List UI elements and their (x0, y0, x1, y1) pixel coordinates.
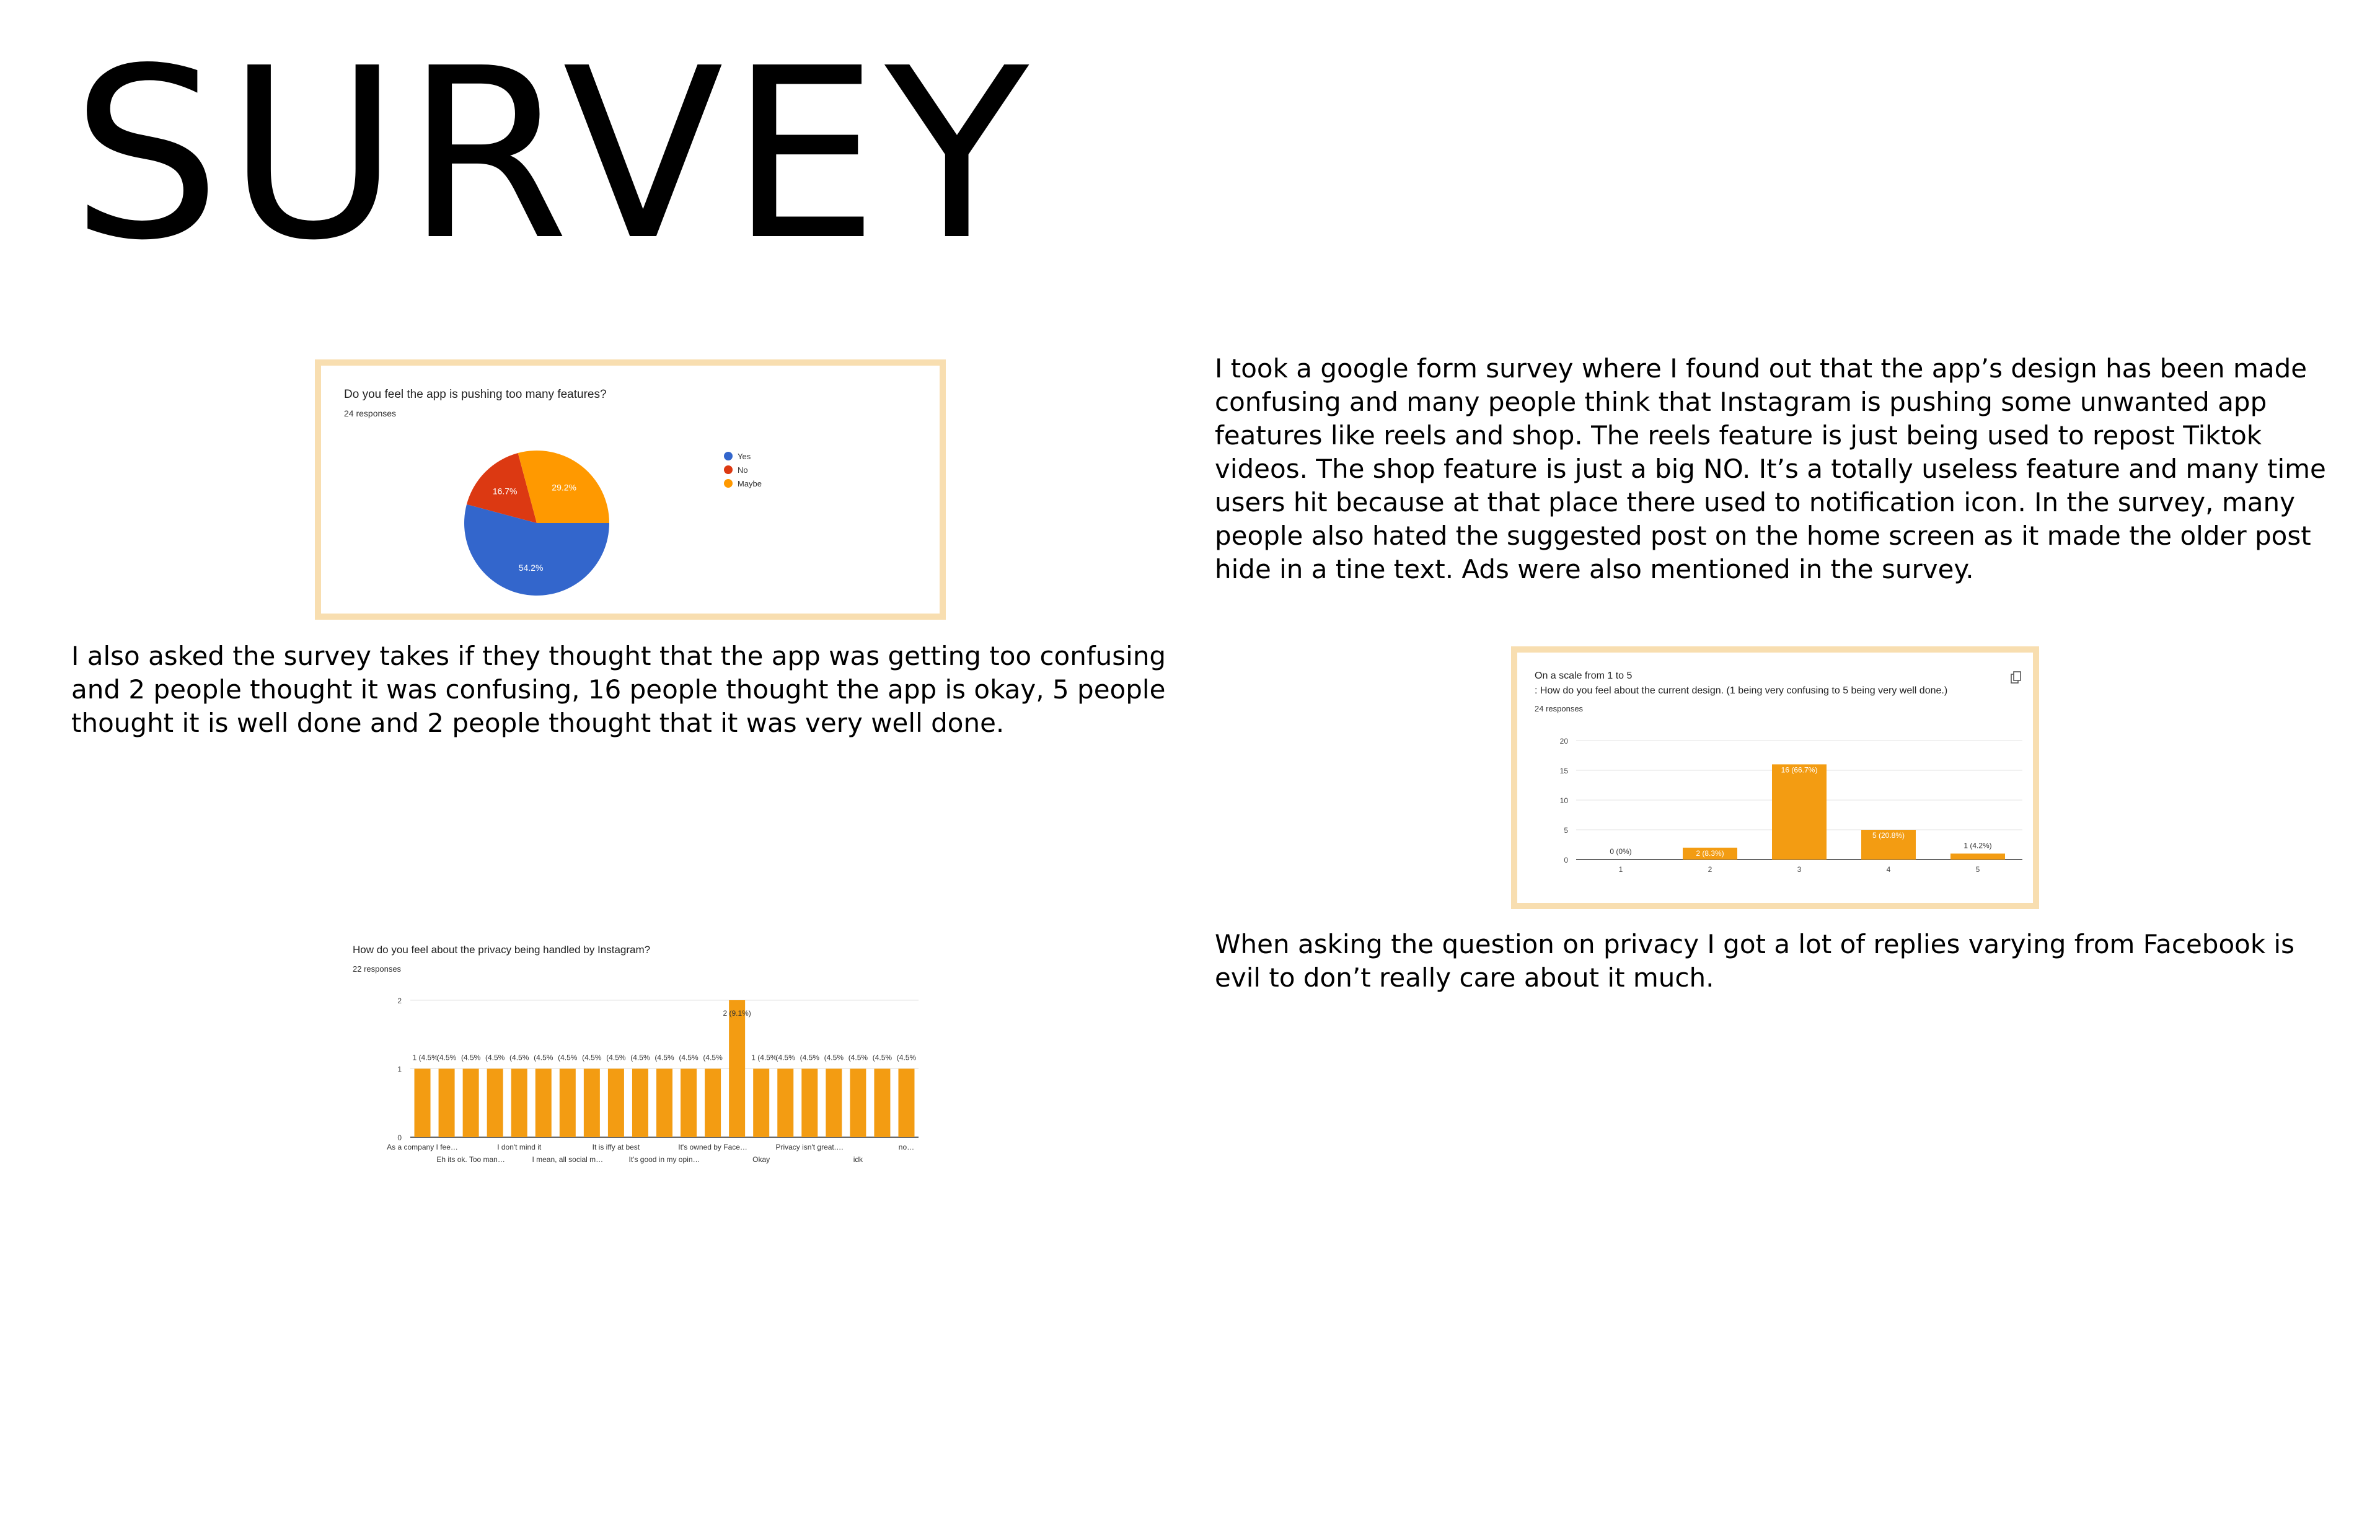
privacy-bar[interactable] (560, 1069, 576, 1138)
privacy-chart-card (347, 933, 930, 1181)
privacy-category-label: It's owned by Face… (678, 1143, 747, 1151)
bar-value-label: 1 (4.2%) (1963, 841, 1992, 850)
privacy-bar[interactable] (777, 1069, 793, 1138)
privacy-bar-value-label: (4.5% (461, 1053, 481, 1062)
privacy-bar[interactable] (487, 1069, 503, 1138)
privacy-chart-subtitle: 22 responses (353, 964, 402, 974)
privacy-bar-value-label: (4.5% (896, 1053, 917, 1062)
privacy-bar-value-label: (4.5% (509, 1053, 529, 1062)
legend-label-maybe: Maybe (738, 479, 762, 488)
privacy-bar-value-label: (4.5% (872, 1053, 892, 1062)
privacy-bar[interactable] (753, 1069, 769, 1138)
copy-icon[interactable] (2011, 672, 2021, 683)
privacy-bar[interactable] (801, 1069, 818, 1138)
x-tick-label: 5 (1975, 865, 1980, 874)
privacy-category-label: Privacy isn't great.… (775, 1143, 844, 1151)
confusing-paragraph: I also asked the survey takes if they thought that the app was getting too confusing and 2 people thought it was confusing, 16 people thought the app is okay, 5 people thought it is well done and 2 people thought that it was very well done. (71, 641, 1166, 738)
legend-swatch-maybe (724, 479, 733, 488)
bar-rating-5[interactable] (1950, 853, 2005, 860)
privacy-bar-value-label: 1 (4.5% (412, 1053, 438, 1062)
privacy-bar[interactable] (584, 1069, 600, 1138)
legend-label-yes: Yes (738, 452, 751, 461)
design-chart-title-line2: : How do you feel about the current design. (1 being very confusing to 5 being very well done.) (1535, 685, 1948, 696)
privacy-bar-value-label: (4.5% (630, 1053, 650, 1062)
design-chart-subtitle: 24 responses (1535, 704, 1584, 713)
pie-slice-label: 16.7% (492, 486, 518, 496)
privacy-bar-value-label: (4.5% (485, 1053, 505, 1062)
y-tick-label: 20 (1559, 737, 1568, 746)
pie-slice-label: 29.2% (552, 482, 577, 493)
pie-chart-card (315, 359, 946, 620)
legend-swatch-yes (724, 452, 733, 460)
y-tick-label: 10 (1559, 796, 1568, 805)
pie-chart (321, 366, 940, 614)
privacy-bar-value-label: (4.5% (824, 1053, 844, 1062)
legend-label-no: No (738, 465, 748, 475)
privacy-category-label: As a company I fee… (387, 1143, 458, 1151)
legend-swatch-no (724, 465, 733, 474)
privacy-category-label: no… (898, 1143, 915, 1151)
privacy-bar[interactable] (681, 1069, 697, 1138)
privacy-bar[interactable] (729, 1000, 745, 1137)
x-tick-label: 4 (1886, 865, 1891, 874)
privacy-bar-value-label: (4.5% (436, 1053, 457, 1062)
privacy-chart (347, 933, 930, 1181)
x-tick-label: 2 (1708, 865, 1712, 874)
privacy-bar[interactable] (898, 1069, 914, 1138)
privacy-category-label: It's good in my opin… (628, 1155, 700, 1164)
privacy-bar-value-label: (4.5% (848, 1053, 868, 1062)
privacy-category-label: It is iffy at best (592, 1143, 640, 1151)
y-tick-label: 5 (1564, 826, 1568, 835)
privacy-chart-title: How do you feel about the privacy being handled by Instagram? (353, 944, 651, 956)
privacy-bar-value-label: (4.5% (775, 1053, 795, 1062)
bar-value-label: 16 (66.7%) (1781, 765, 1818, 775)
pie-slice-label: 54.2% (518, 562, 544, 573)
y-tick-label: 2 (397, 997, 402, 1005)
pie-chart-subtitle: 24 responses (344, 408, 397, 418)
intro-paragraph: I took a google form survey where I found out that the app’s design has been made confusing and many people think that Instagram is pushing some unwanted app features like reels and shop. The reels feature is just being used to repost Tiktok videos. The shop feature is just a big NO. It’s a totally useless feature and many time users hit because at that place there used to notification icon. In the survey, many people also hated the suggested post on the home screen as it made the older post hide in a tine text. Ads were also mentioned in the survey. (1215, 353, 2326, 584)
privacy-bar[interactable] (850, 1069, 866, 1138)
privacy-bar[interactable] (511, 1069, 527, 1138)
privacy-bar-value-label: (4.5% (703, 1053, 723, 1062)
bar-value-label: 5 (20.8%) (1872, 831, 1905, 840)
privacy-category-label: I mean, all social m… (532, 1155, 604, 1164)
privacy-bar-value-label: (4.5% (606, 1053, 626, 1062)
privacy-bar[interactable] (656, 1069, 672, 1138)
privacy-bar-value-label: (4.5% (558, 1053, 578, 1062)
bar-value-label: 2 (8.3%) (1696, 848, 1724, 858)
privacy-bar-value-label: (4.5% (534, 1053, 553, 1062)
bar-rating-3[interactable] (1772, 764, 1827, 860)
privacy-category-label: idk (853, 1155, 863, 1164)
privacy-bar[interactable] (632, 1069, 648, 1138)
privacy-bar[interactable] (826, 1069, 842, 1138)
privacy-category-label: I don't mind it (497, 1143, 542, 1151)
privacy-bar[interactable] (874, 1069, 890, 1138)
privacy-bar[interactable] (536, 1069, 552, 1138)
design-rating-chart (1517, 653, 2033, 903)
privacy-bar[interactable] (705, 1069, 721, 1138)
privacy-category-label: Okay (752, 1155, 770, 1164)
y-tick-label: 0 (397, 1133, 402, 1142)
privacy-bar-value-label: 1 (4.5% (751, 1053, 777, 1062)
y-tick-label: 0 (1564, 856, 1568, 865)
page-title: SURVEY (71, 17, 1035, 292)
privacy-bar-value-label: 2 (9.1%) (723, 1009, 751, 1018)
privacy-bar-value-label: (4.5% (800, 1053, 819, 1062)
design-chart-title-line1: On a scale from 1 to 5 (1535, 671, 1633, 681)
privacy-paragraph: When asking the question on privacy I got a lot of replies varying from Facebook is evil to don’t really care about it much. (1215, 929, 2295, 993)
bar-value-label: 0 (0%) (1610, 847, 1632, 856)
privacy-bar[interactable] (415, 1069, 431, 1138)
privacy-bar-value-label: (4.5% (582, 1053, 602, 1062)
privacy-bar[interactable] (608, 1069, 624, 1138)
x-tick-label: 1 (1618, 865, 1623, 874)
y-tick-label: 1 (397, 1065, 402, 1074)
privacy-category-label: Eh its ok. Too man… (436, 1155, 505, 1164)
privacy-bar[interactable] (463, 1069, 479, 1138)
pie-chart-title: Do you feel the app is pushing too many features? (344, 388, 607, 401)
privacy-bar-value-label: (4.5% (679, 1053, 699, 1062)
y-tick-label: 15 (1559, 767, 1568, 775)
privacy-bar[interactable] (439, 1069, 455, 1138)
design-rating-chart-card (1511, 646, 2039, 909)
privacy-bar-value-label: (4.5% (654, 1053, 674, 1062)
x-tick-label: 3 (1797, 865, 1802, 874)
